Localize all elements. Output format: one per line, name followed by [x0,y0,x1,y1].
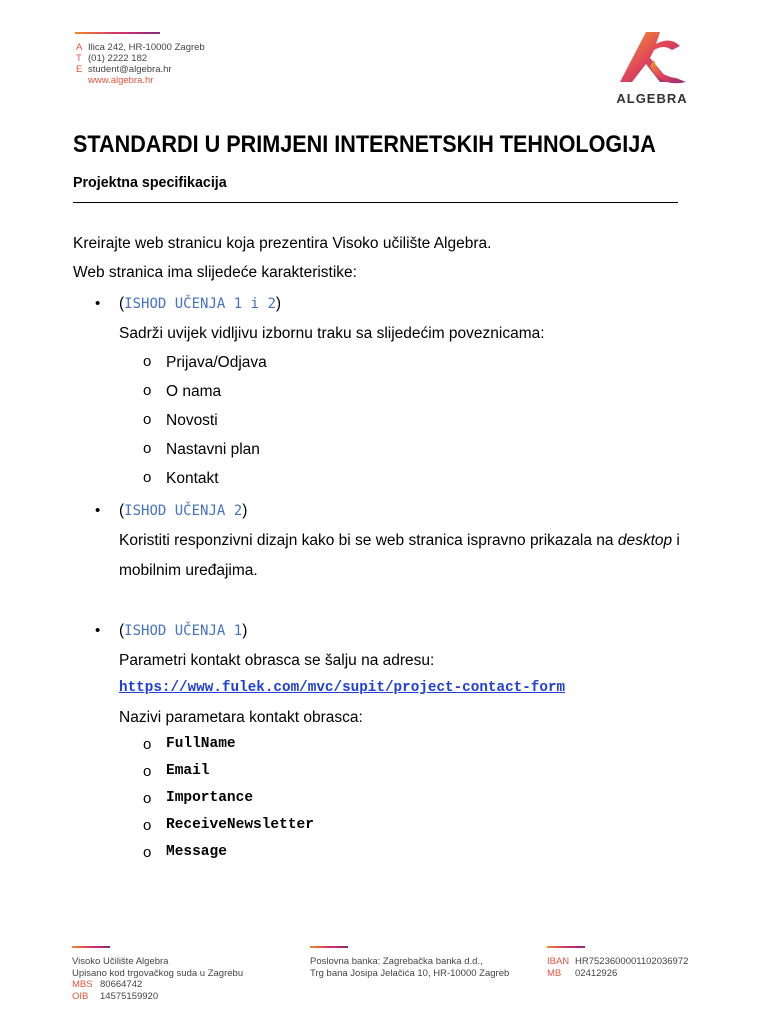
bullet-2-icon: • [95,502,101,519]
contact-address: A Ilica 242, HR-10000 Zagreb [76,42,205,53]
section-3-text-2: Nazivi parametara kontakt obrasca: [119,709,363,726]
contact-form-link[interactable]: https://www.fulek.com/mvc/supit/project-contact-form [119,680,566,696]
footer-accent-bar-1 [72,946,110,948]
logo-wordmark: ALGEBRA [616,91,688,106]
circle-bullet-icon: o [143,440,152,457]
section-3-text: Parametri kontakt obrasca se šalju na adresu: [119,652,435,669]
contact-website: www.algebra.hr [88,75,154,86]
circle-bullet-icon: o [143,382,152,399]
circle-bullet-icon: o [143,353,152,370]
param-item: Importance [166,790,254,806]
intro-line-1: Kreirajte web stranicu koja prezentira Visoko učilište Algebra. [73,235,492,252]
circle-bullet-icon: o [143,844,152,861]
document-subtitle: Projektna specifikacija [73,174,227,191]
section-2-text: Koristiti responzivni dizajn kako bi se web stranica ispravno prikazala na desktop i [119,532,680,549]
contact-email: E student@algebra.hr [76,64,172,75]
footer-bank: Poslovna banka: Zagrebačka banka d.d., Trg bana Josipa Jelačića 10, HR-10000 Zagreb [310,956,510,979]
title-divider [73,202,678,203]
list-item: Kontakt [166,470,219,487]
bullet-1-icon: • [95,295,101,312]
list-item: Novosti [166,412,218,429]
contact-phone: T (01) 2222 182 [76,53,148,64]
ishod-2: (ISHOD UČENJA 2) [119,502,248,519]
circle-bullet-icon: o [143,763,152,780]
intro-line-2: Web stranica ima slijedeće karakteristike: [73,264,357,281]
footer-company: Visoko Učilište Algebra Upisano kod trgovačkog suda u Zagrebu MBS 80664742 OIB 14575159920 [72,956,244,1002]
bullet-3-icon: • [95,622,101,639]
footer-accent-bar-2 [310,946,348,948]
header-contact [76,42,205,86]
param-item: FullName [166,736,236,752]
list-item: O nama [166,383,222,400]
header-accent-bar [75,32,160,34]
list-item: Nastavni plan [166,441,260,458]
circle-bullet-icon: o [143,736,152,753]
footer-bank-ids: IBAN HR7523600001102036972 MB 02412926 [547,956,689,979]
ishod-1: (ISHOD UČENJA 1 i 2) [119,295,282,312]
footer-accent-bar-3 [547,946,585,948]
circle-bullet-icon: o [143,817,152,834]
param-item: Email [166,763,210,779]
circle-bullet-icon: o [143,469,152,486]
section-2-text-2: mobilnim uređajima. [119,562,258,579]
param-item: ReceiveNewsletter [166,817,314,833]
document-title: STANDARDI U PRIMJENI INTERNETSKIH TEHNOLOGIJA [73,131,656,158]
circle-bullet-icon: o [143,790,152,807]
param-item: Message [166,844,227,860]
ishod-3: (ISHOD UČENJA 1) [119,622,248,639]
circle-bullet-icon: o [143,411,152,428]
section-1-text: Sadrži uvijek vidljivu izbornu traku sa slijedećim poveznicama: [119,325,545,342]
list-item: Prijava/Odjava [166,354,267,371]
